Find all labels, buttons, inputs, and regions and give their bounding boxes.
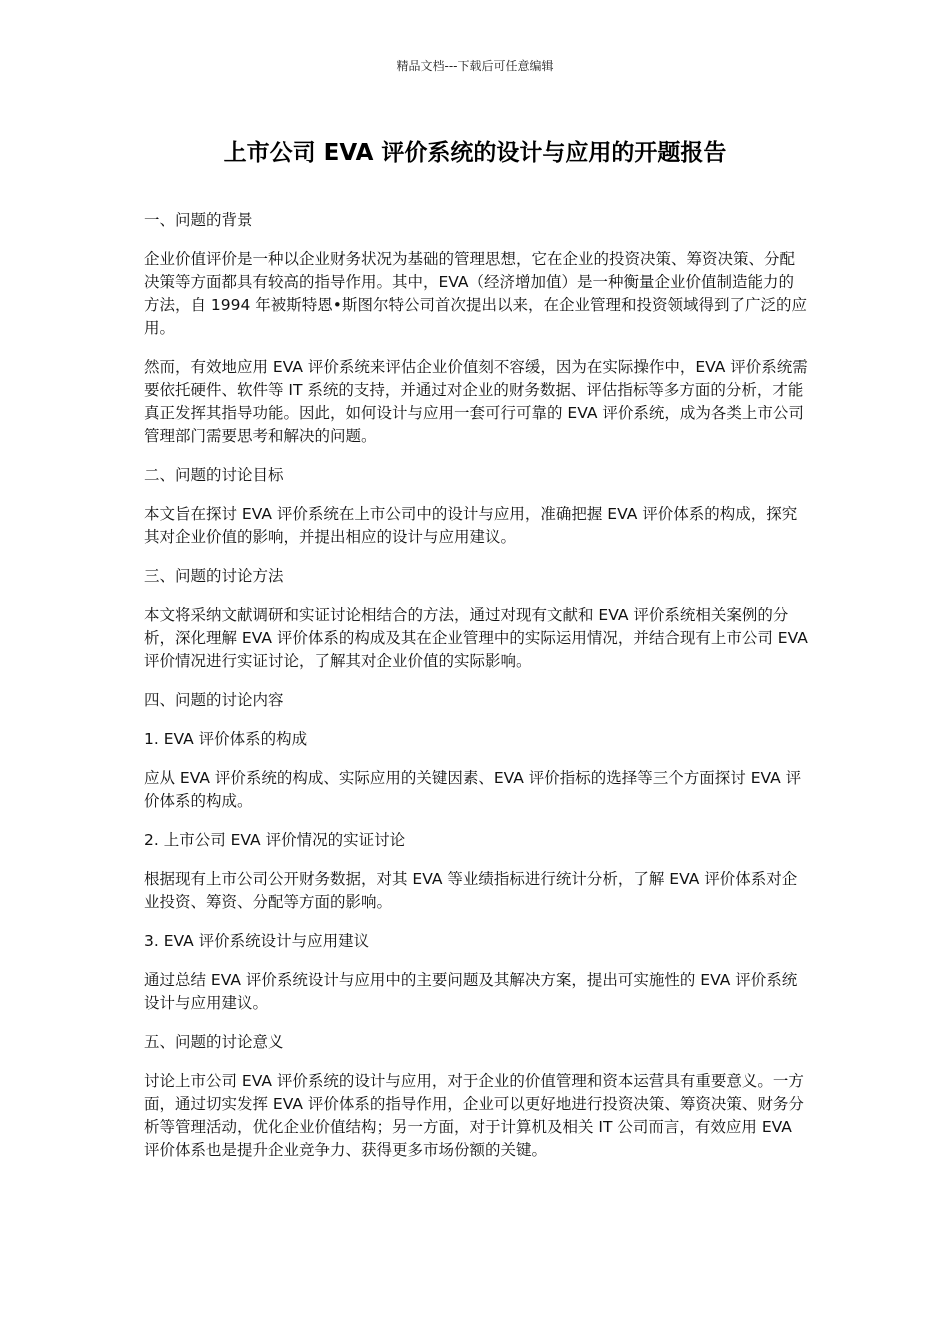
document-body [144, 209, 808, 1178]
section-heading-significance: 五、问题的讨论意义 [144, 1033, 284, 1051]
subheading-design-suggestions: 3. EVA 评价系统设计与应用建议 [144, 932, 370, 950]
paragraph-eva-structure: 应从 EVA 评价系统的构成、实际应用的关键因素、EVA 评价指标的选择等三个方面探讨 EVA 评价体系的构成。 [144, 769, 802, 810]
subheading-eva-structure: 1. EVA 评价体系的构成 [144, 730, 308, 748]
section-heading-content: 四、问题的讨论内容 [144, 691, 284, 709]
paragraph-method: 本文将采纳文献调研和实证讨论相结合的方法，通过对现有文献和 EVA 评价系统相关案例的分析，深化理解 EVA 评价体系的构成及其在企业管理中的实际运用情况，并结合现有上市公司 EVA 评价情况进行实证讨论，了解其对企业价值的实际影响。 [144, 606, 808, 670]
paragraph-empirical: 根据现有上市公司公开财务数据，对其 EVA 等业绩指标进行统计分析，了解 EVA 评价体系对企业投资、筹资、分配等方面的影响。 [144, 870, 798, 911]
section-heading-background: 一、问题的背景 [144, 211, 253, 229]
paragraph-significance: 讨论上市公司 EVA 评价系统的设计与应用，对于企业的价值管理和资本运营具有重要意义。一方面，通过切实发挥 EVA 评价体系的指导作用，企业可以更好地进行投资决策、筹资决策、财务分析等管理活动，优化企业价值结构；另一方面，对于计算机及相关 IT 公司而言，有效应用 EVA 评价体系也是提升企业竞争力、获得更多市场份额的关键。 [144, 1072, 804, 1159]
paragraph-background-2: 然而，有效地应用 EVA 评价系统来评估企业价值刻不容缓，因为在实际操作中，EVA 评价系统需要依托硬件、软件等 IT 系统的支持，并通过对企业的财务数据、评估指标等多方面的分析，才能真正发挥其指导功能。因此，如何设计与应用一套可行可靠的 EVA 评价系统，成为各类上市公司管理部门需要思考和解决的问题。 [144, 358, 808, 445]
paragraph-background-1: 企业价值评价是一种以企业财务状况为基础的管理思想，它在企业的投资决策、筹资决策、分配决策等方面都具有较高的指导作用。其中，EVA（经济增加值）是一种衡量企业价值制造能力的方法，自 1994 年被斯特恩•斯图尔特公司首次提出以来，在企业管理和投资领域得到了广泛的应用。 [144, 250, 807, 337]
paragraph-design-suggestions: 通过总结 EVA 评价系统设计与应用中的主要问题及其解决方案，提出可实施性的 EVA 评价系统设计与应用建议。 [144, 971, 798, 1012]
section-heading-goal: 二、问题的讨论目标 [144, 466, 284, 484]
header-note: 精品文档---下载后可任意编辑 [396, 59, 554, 73]
subheading-empirical: 2. 上市公司 EVA 评价情况的实证讨论 [144, 831, 406, 849]
section-heading-method: 三、问题的讨论方法 [144, 567, 284, 585]
paragraph-goal: 本文旨在探讨 EVA 评价系统在上市公司中的设计与应用，准确把握 EVA 评价体系的构成，探究其对企业价值的影响，并提出相应的设计与应用建议。 [144, 505, 798, 546]
document-title: 上市公司 EVA 评价系统的设计与应用的开题报告 [223, 140, 727, 166]
